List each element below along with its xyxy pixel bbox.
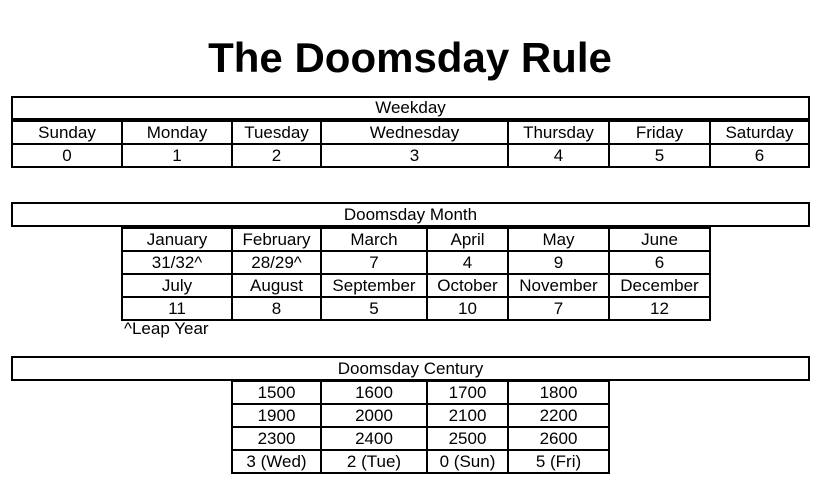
month-doomsday-cell: 6 [608, 250, 711, 275]
weekday-name-cell: Thursday [507, 120, 610, 145]
month-doomsday-cell: 8 [231, 296, 322, 321]
century-year-cell: 1900 [231, 403, 322, 428]
month-name-cell: February [231, 227, 322, 252]
century-year-cell: 2300 [231, 426, 322, 451]
page-title: The Doomsday Rule [208, 34, 612, 81]
month-name-cell: March [320, 227, 428, 252]
century-year-cell: 2200 [507, 403, 610, 428]
month-doomsday-cell: 12 [608, 296, 711, 321]
month-name-cell: April [426, 227, 509, 252]
weekday-value-cell: 3 [320, 143, 509, 168]
month-doomsday-cell: 5 [320, 296, 428, 321]
century-year-cell: 1700 [426, 380, 509, 405]
weekday-name-cell: Monday [121, 120, 233, 145]
century-year-cell: 2100 [426, 403, 509, 428]
weekday-value-cell: 0 [11, 143, 123, 168]
weekday-name-cell: Wednesday [320, 120, 509, 145]
month-doomsday-cell: 10 [426, 296, 509, 321]
month-name-cell: June [608, 227, 711, 252]
doomsday-century-header: Doomsday Century [11, 356, 810, 381]
weekday-name-cell: Sunday [11, 120, 123, 145]
weekday-value-cell: 5 [608, 143, 711, 168]
month-doomsday-cell: 7 [507, 296, 610, 321]
month-name-cell: September [320, 273, 428, 298]
century-year-cell: 2000 [320, 403, 428, 428]
weekday-name-cell: Saturday [709, 120, 810, 145]
weekday-header: Weekday [11, 96, 810, 120]
weekday-value-cell: 6 [709, 143, 810, 168]
leap-year-note: ^Leap Year [124, 319, 209, 338]
weekday-value-cell: 2 [231, 143, 322, 168]
month-doomsday-cell: 28/29^ [231, 250, 322, 275]
weekday-value-cell: 4 [507, 143, 610, 168]
century-year-cell: 1600 [320, 380, 428, 405]
month-name-cell: December [608, 273, 711, 298]
doomsday-month-header: Doomsday Month [11, 202, 810, 227]
century-doomsday-cell: 0 (Sun) [426, 449, 509, 474]
century-year-cell: 2400 [320, 426, 428, 451]
weekday-name-cell: Tuesday [231, 120, 322, 145]
month-doomsday-cell: 11 [121, 296, 233, 321]
century-year-cell: 1500 [231, 380, 322, 405]
century-doomsday-cell: 5 (Fri) [507, 449, 610, 474]
month-doomsday-cell: 9 [507, 250, 610, 275]
century-year-cell: 2600 [507, 426, 610, 451]
month-name-cell: November [507, 273, 610, 298]
month-name-cell: July [121, 273, 233, 298]
weekday-name-cell: Friday [608, 120, 711, 145]
month-name-cell: January [121, 227, 233, 252]
month-doomsday-cell: 4 [426, 250, 509, 275]
century-doomsday-cell: 3 (Wed) [231, 449, 322, 474]
month-name-cell: May [507, 227, 610, 252]
century-doomsday-cell: 2 (Tue) [320, 449, 428, 474]
century-year-cell: 1800 [507, 380, 610, 405]
month-doomsday-cell: 31/32^ [121, 250, 233, 275]
month-name-cell: August [231, 273, 322, 298]
century-year-cell: 2500 [426, 426, 509, 451]
month-name-cell: October [426, 273, 509, 298]
weekday-value-cell: 1 [121, 143, 233, 168]
month-doomsday-cell: 7 [320, 250, 428, 275]
